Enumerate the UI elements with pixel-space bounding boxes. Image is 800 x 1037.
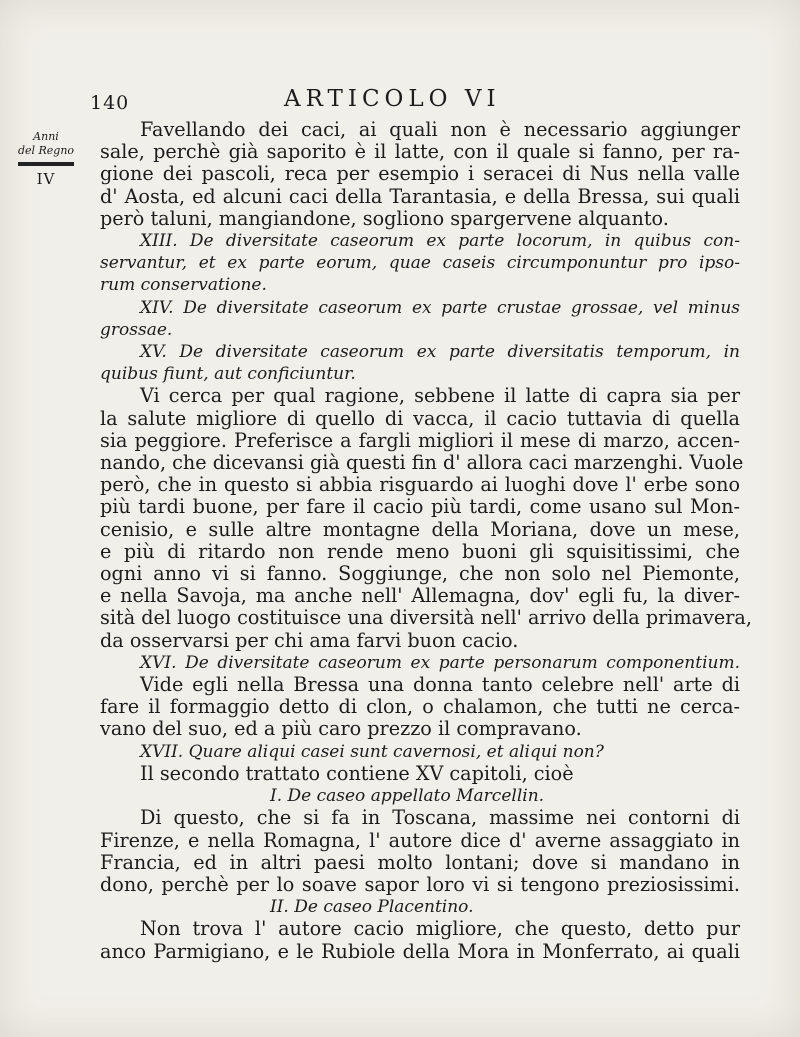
text-line: Francia, ed in altri paesi molto lontani; dove si mandano in <box>100 850 740 874</box>
text-line: dono, perchè per lo soave sapor loro vi si tengono preziosissimi. <box>100 872 740 896</box>
chapter-title-line: servantur, et ex parte eorum, quae caseis circumponuntur pro ipso- <box>100 253 740 274</box>
margin-note <box>10 130 82 188</box>
text-line: Di questo, che si fa in Toscana, massime nei contorni di <box>140 806 740 830</box>
page-header <box>0 86 800 116</box>
text-line: più tardi buone, per fare il cacio più tardi, come usano sul Mon- <box>100 495 740 519</box>
text-line: anco Parmigiano, e le Rubiole della Mora in Monferrato, ai quali <box>100 939 740 963</box>
text-line: sale, perchè già saporito è il latte, con il quale si fanno, per ra- <box>100 140 740 164</box>
chapter-title-line: grossae. <box>100 319 173 340</box>
text-line: Non trova l' autore cacio migliore, che questo, detto pur <box>140 917 740 941</box>
text-line: sia peggiore. Preferisce a fargli migliori il mese di marzo, accen- <box>100 428 740 452</box>
text-line: fare il formaggio detto di clon, o chalamon, che tutti ne cerca- <box>100 695 740 719</box>
text-line: cenisio, e sulle altre montagne della Moriana, dove un mese, <box>100 517 740 541</box>
text-line: gione dei pascoli, reca per esempio i seracei di Nus nella valle <box>100 162 740 186</box>
body-text <box>100 118 752 963</box>
chapter-title-line: XIII. De diversitate caseorum ex parte locorum, in quibus con- <box>140 231 740 252</box>
text-line: da osservarsi per chi ama farvi buon cacio. <box>100 628 519 652</box>
text-line: vano del suo, ed a più caro prezzo il compravano. <box>100 717 582 741</box>
chapter-title-line: XIV. De diversitate caseorum ex parte crustae grossae, vel minus <box>140 297 740 318</box>
text-line: e più di ritardo non rende meno buoni gli squisitissimi, che <box>100 539 740 563</box>
text-line: d' Aosta, ed alcuni caci della Tarantasia, e della Bressa, sui quali <box>100 184 740 208</box>
chapter-title-line: quibus fiunt, aut conficiuntur. <box>100 364 356 385</box>
text-line: Vide egli nella Bressa una donna tanto celebre nell' arte di <box>140 673 740 697</box>
text-line: Il secondo trattato contiene XV capitoli, cioè <box>140 761 574 785</box>
chapter-title-line: rum conservatione. <box>100 275 267 296</box>
margin-note-anni: Anni <box>33 130 59 143</box>
text-line: però, che in questo si abbia risguardo ai luoghi dove l' erbe sono <box>100 473 740 497</box>
text-line: nando, che dicevansi già questi fin d' allora caci marzenghi. Vuole <box>100 451 744 475</box>
text-line: la salute migliore di quello di vacca, il cacio tuttavia di quella <box>100 406 740 430</box>
text-line: e nella Savoja, ma anche nell' Allemagna, dov' egli fu, la diver- <box>100 584 740 608</box>
text-line: Vi cerca per qual ragione, sebbene il latte di capra sia per <box>140 384 740 408</box>
text-line: sità del luogo costituisce una diversità nell' arrivo della primavera, <box>100 606 752 630</box>
text-line: ogni anno vi si fanno. Soggiunge, che non solo nel Piemonte, <box>100 562 740 586</box>
text-line: Firenze, e nella Romagna, l' autore dice d' averne assaggiato in <box>100 828 740 852</box>
running-title: ARTICOLO VI <box>284 86 501 112</box>
text-line: però taluni, mangiandone, sogliono spargervene alquanto. <box>100 206 669 230</box>
chapter-title-line: XVI. De diversitate caseorum ex parte personarum componentium. <box>140 652 740 673</box>
text-line: Favellando dei caci, ai quali non è necessario aggiunger <box>140 118 740 141</box>
page-number: 140 <box>90 92 130 114</box>
margin-note-rule <box>18 162 74 166</box>
chapter-title-line: XVII. Quare aliqui casei sunt cavernosi, et aliqui non? <box>140 741 604 762</box>
chapter-title-line: II. De caseo Placentino. <box>270 897 474 918</box>
chapter-title-line: I. De caseo appellato Marcellin. <box>270 786 545 807</box>
margin-note-del-regno: del Regno <box>17 144 75 157</box>
margin-note-volume: IV <box>36 170 56 188</box>
chapter-title-line: XV. De diversitate caseorum ex parte diversitatis temporum, in <box>140 342 740 363</box>
